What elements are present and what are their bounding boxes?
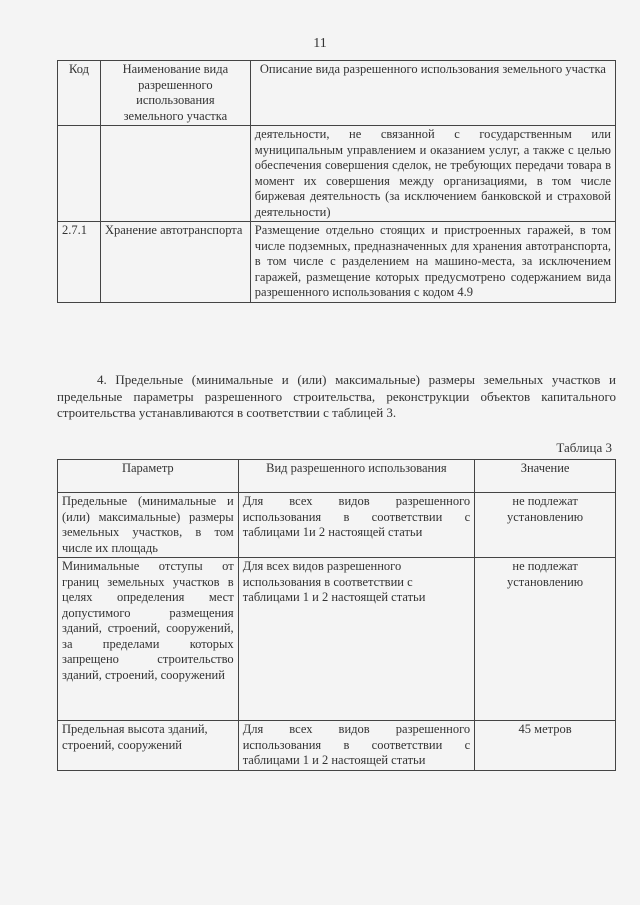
table-row xyxy=(58,558,616,721)
table-header-row xyxy=(58,61,616,126)
table-row xyxy=(58,493,616,558)
row-value: не подлежат установлению xyxy=(475,493,616,558)
header-code: Код xyxy=(58,61,101,126)
row-use-type: Для всех видов разрешенного использования в соответствии с таблицами 1 и 2 настоящей статьи xyxy=(238,558,474,721)
row-use-type: Для всех видов разрешенного использования в соответствии с таблицами 1 и 2 настоящей статьи xyxy=(238,721,474,771)
header-use-type: Вид разрешенного использования xyxy=(238,460,474,493)
row-use-type: Для всех видов разрешенного использования в соответствии с таблицами 1и 2 настоящей статьи xyxy=(238,493,474,558)
row-description: деятельности, не связанной с государственным или муниципальным управлением и оказанием услуг, а также с целью обеспечения совершения сделок, не требующих передачи товара в момент их совершения между организациями, в том числе биржевая деятельность (за исключением банковской и страховой деятельности) xyxy=(250,126,615,222)
row-parameter: Предельная высота зданий, строений, сооружений xyxy=(58,721,239,771)
table-row xyxy=(58,721,616,771)
row-description: Размещение отдельно стоящих и пристроенных гаражей, в том числе подземных, предназначенных для хранения автотранспорта, в том числе с разделением на машино-места, за исключением гаражей, размещение которых предусмотрено содержанием вида разрешенного использования с кодом 4.9 xyxy=(250,222,615,303)
header-name: Наименование вида разрешенного использования земельного участка xyxy=(100,61,250,126)
row-parameter: Предельные (минимальные и (или) максимальные) размеры земельных участков, в том числе их площадь xyxy=(58,493,239,558)
table-row xyxy=(58,222,616,303)
parameters-table xyxy=(57,459,616,771)
row-value: не подлежат установлению xyxy=(475,558,616,721)
row-name xyxy=(100,126,250,222)
row-value: 45 метров xyxy=(475,721,616,771)
table-header-row xyxy=(58,460,616,493)
table-row xyxy=(58,126,616,222)
row-code: 2.7.1 xyxy=(58,222,101,303)
header-description: Описание вида разрешенного использования земельного участка xyxy=(250,61,615,126)
row-code xyxy=(58,126,101,222)
table-caption: Таблица 3 xyxy=(556,440,612,455)
header-value: Значение xyxy=(475,460,616,493)
body-paragraph xyxy=(57,372,616,422)
row-name: Хранение автотранспорта xyxy=(100,222,250,303)
header-parameter: Параметр xyxy=(58,460,239,493)
row-parameter: Минимальные отступы от границ земельных участков в целях определения мест допустимого размещения зданий, строений, сооружений, за пределами которых запрещено строительство зданий, строений, сооружений xyxy=(58,558,239,721)
land-use-table xyxy=(57,60,616,303)
page-number: 11 xyxy=(313,36,327,51)
paragraph-text: 4. Предельные (минимальные и (или) максимальные) размеры земельных участков и предельные параметры разрешенного строительства, реконструкции объектов капитального строительства устанавливаются в соответствии с таблицей 3. xyxy=(57,372,616,420)
